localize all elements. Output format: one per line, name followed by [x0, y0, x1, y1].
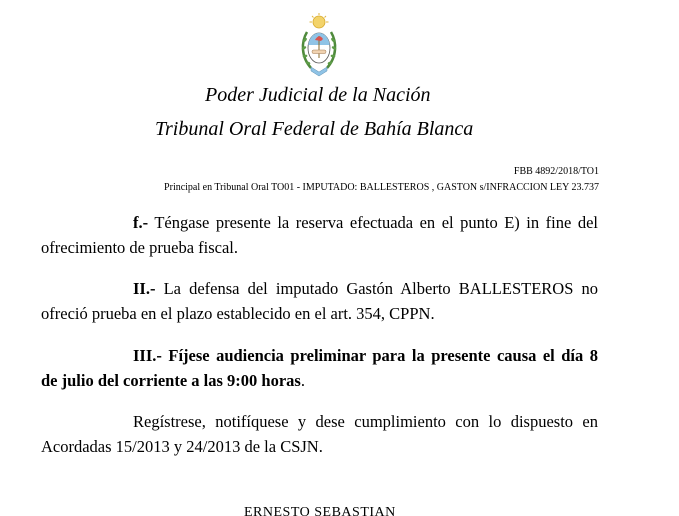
paragraph-iii-text-2: de julio del corriente a las 9:00 horas [41, 371, 301, 390]
paragraph-closing-line-1: Regístrese, notifíquese y dese cumplimiento con lo dispuesto en [133, 412, 598, 431]
paragraph-f-text-1: Téngase presente la reserva efectuada en el punto E) in fine del [148, 213, 598, 232]
paragraph-iii [41, 343, 598, 393]
paragraph-ii-marker: II.- [133, 279, 156, 298]
paragraph-f-line-2: ofrecimiento de prueba fiscal. [41, 238, 238, 257]
sun-of-may [310, 13, 329, 28]
court-header-line-1: Poder Judicial de la Nación [205, 84, 431, 106]
paragraph-ii-text-1: La defensa del imputado Gastón Alberto BALLESTEROS no [155, 279, 598, 298]
paragraph-iii-line-2 [41, 368, 598, 393]
paragraph-iii-period: . [300, 371, 305, 390]
paragraph-ii-line-1 [41, 276, 598, 301]
paragraph-ii [41, 276, 598, 326]
signature-name: ERNESTO SEBASTIAN [244, 505, 396, 516]
paragraph-closing [41, 409, 598, 459]
national-coat-of-arms-icon [299, 12, 339, 78]
case-principal-caption: Principal en Tribunal Oral TO01 - IMPUTADO: BALLESTEROS , GASTON s/INFRACCION LEY 23.737 [164, 182, 599, 193]
paragraph-ii-line-2: ofreció prueba en el plazo establecido en el art. 354, CPPN. [41, 304, 435, 323]
paragraph-iii-line-1: III.- Fíjese audiencia preliminar para la presente causa el día 8 [133, 346, 598, 365]
court-header-line-2: Tribunal Oral Federal de Bahía Blanca [155, 118, 474, 140]
case-file-number: FBB 4892/2018/TO1 [513, 166, 599, 177]
paragraph-f [41, 210, 598, 260]
paragraph-closing-line-2: Acordadas 15/2013 y 24/2013 de la CSJN. [41, 437, 323, 456]
paragraph-f-line-1 [41, 210, 598, 235]
paragraph-f-marker: f.- [133, 213, 149, 232]
